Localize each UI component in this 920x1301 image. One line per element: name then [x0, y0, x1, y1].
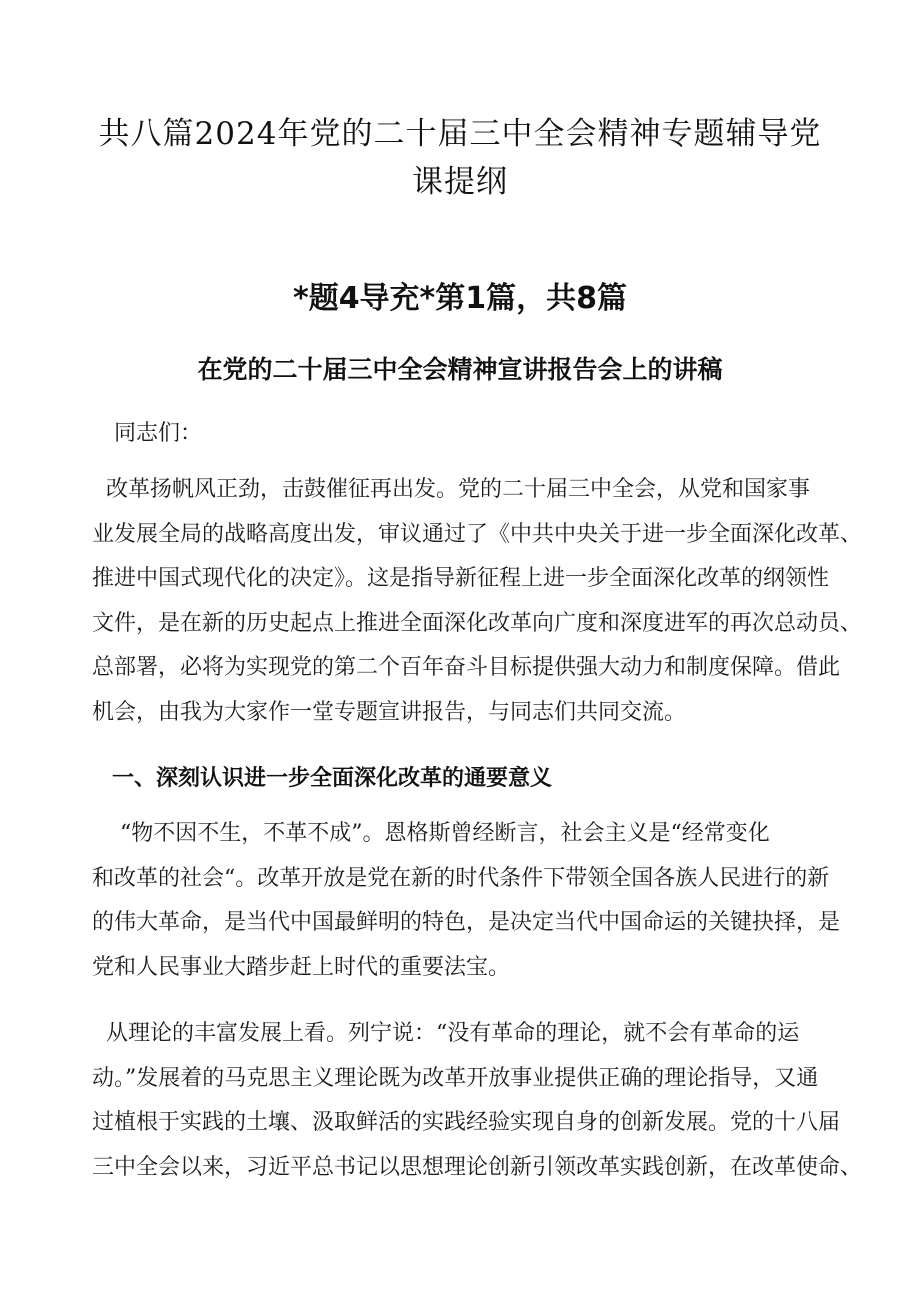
paragraph-line: 改革扬帆风正劲，击鼓催征再出发。党的二十届三中全会，从党和国家事	[92, 477, 810, 502]
paragraph-line: 三中全会以来，习近平总书记以思想理论创新引领改革实践创新，在改革使命、	[92, 1154, 863, 1180]
paragraph-line: 总部署，必将为实现党的第二个百年奋斗目标提供强大动力和制度保障。借此	[92, 655, 841, 680]
paragraph-1	[92, 468, 863, 735]
paragraph-line: 从理论的丰富发展上看。列宁说：“没有革命的理论，就不会有革命的运	[92, 1021, 800, 1046]
speech-title: 在党的二十届三中全会精神宣讲报告会上的讲稿	[197, 355, 723, 384]
paragraph-line: 过植根于实践的土壤、汲取鲜活的实践经验实现自身的创新发展。党的十八届	[92, 1110, 841, 1135]
paragraph-line: “物不因不生，不革不成”。恩格斯曾经断言，社会主义是“经常变化	[92, 821, 770, 846]
paragraph-line: 业发展全局的战略高度出发，审议通过了《中共中央关于进一步全面深化改革、	[92, 521, 863, 547]
paragraph-2	[92, 812, 852, 990]
paragraph-line: 机会，由我为大家作一堂专题宣讲报告，与同志们共同交流。	[92, 699, 687, 725]
section-label: *题4导充*第1篇，共8篇	[293, 281, 627, 316]
greeting: 同志们：	[114, 421, 203, 446]
paragraph-line: 动。”发展着的马克思主义理论既为改革开放事业提供正确的理论指导，又通	[92, 1065, 819, 1091]
document-title-line-2: 课提纲	[412, 164, 508, 200]
paragraph-line: 推进中国式现代化的决定》。这是指导新征程上进一步全面深化改革的纲领性	[92, 566, 830, 591]
document-title-line-1: 共八篇2024年党的二十届三中全会精神专题辅导党	[98, 116, 822, 152]
document-title	[90, 110, 830, 206]
paragraph-line: 和改革的社会“。改革开放是党在新的时代条件下带领全国各族人民进行的新	[92, 865, 830, 891]
section-heading-1: 一、深刻认识进一步全面深化改革的通要意义	[112, 766, 553, 791]
paragraph-line: 文件，是在新的历史起点上推进全面深化改革向广度和深度进军的再次总动员、	[92, 610, 863, 636]
paragraph-line: 党和人民事业大踏步赶上时代的重要法宝。	[92, 954, 511, 980]
paragraph-3	[92, 1012, 863, 1190]
paragraph-line: 的伟大革命，是当代中国最鲜明的特色，是决定当代中国命运的关键抉择，是	[92, 910, 841, 935]
